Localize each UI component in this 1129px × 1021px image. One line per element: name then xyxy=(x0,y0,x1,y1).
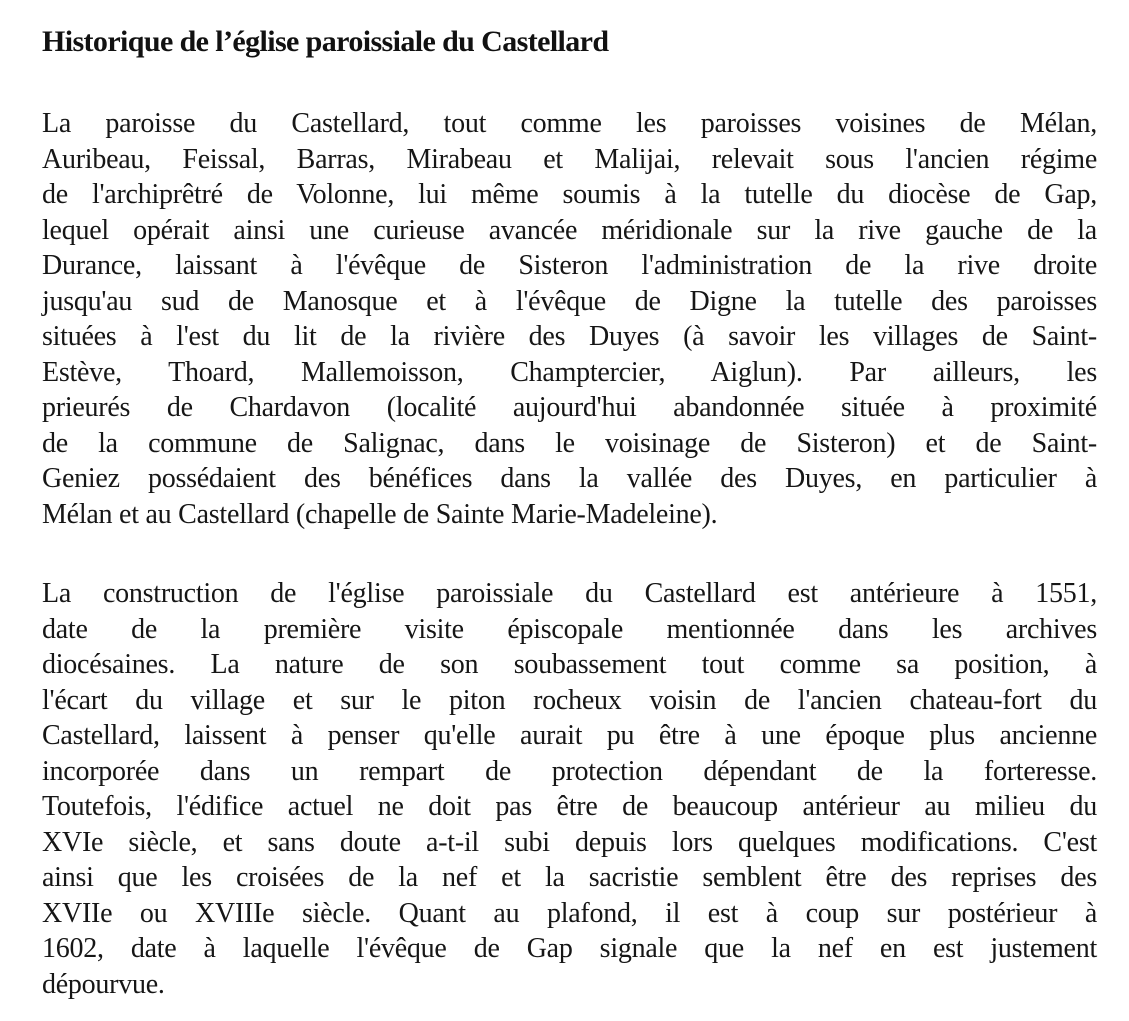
paragraph-line: prieurés de Chardavon (localité aujourd'hui abandonnée située à proximité xyxy=(42,392,1097,423)
paragraph-line: diocésaines. La nature de son soubassement tout comme sa position, à xyxy=(42,649,1097,680)
paragraph-line: Geniez possédaient des bénéfices dans la vallée des Duyes, en particulier à xyxy=(42,463,1097,494)
paragraph-line: Durance, laissant à l'évêque de Sisteron l'administration de la rive droite xyxy=(42,250,1097,281)
paragraph-2 xyxy=(42,576,1097,1002)
paragraph-line: 1602, date à laquelle l'évêque de Gap signale que la nef en est justement xyxy=(42,933,1097,964)
paragraph-line: XVIe siècle, et sans doute a-t-il subi depuis lors quelques modifications. C'est xyxy=(42,826,1097,858)
paragraph-line: Auribeau, Feissal, Barras, Mirabeau et Malijai, relevait sous l'ancien régime xyxy=(42,143,1097,175)
paragraph-line: de la commune de Salignac, dans le voisinage de Sisteron) et de Saint- xyxy=(42,427,1097,459)
paragraph-line: La construction de l'église paroissiale du Castellard est antérieure à 1551, xyxy=(42,578,1097,609)
paragraph-line: dépourvue. xyxy=(42,968,165,1000)
paragraph-line: lequel opérait ainsi une curieuse avancée méridionale sur la rive gauche de la xyxy=(42,214,1097,246)
paragraph-line: de l'archiprêtré de Volonne, lui même soumis à la tutelle du diocèse de Gap, xyxy=(42,179,1097,210)
paragraph-line: situées à l'est du lit de la rivière des Duyes (à savoir les villages de Saint- xyxy=(42,321,1097,352)
paragraph-line: Castellard, laissent à penser qu'elle aurait pu être à une époque plus ancienne xyxy=(42,720,1097,751)
paragraph-1 xyxy=(42,106,1097,532)
paragraph-line: La paroisse du Castellard, tout comme les paroisses voisines de Mélan, xyxy=(42,108,1097,139)
paragraph-line: jusqu'au sud de Manosque et à l'évêque de Digne la tutelle des paroisses xyxy=(42,285,1097,317)
document-title: Historique de l’église paroissiale du Castellard xyxy=(42,25,609,58)
paragraph-line: date de la première visite épiscopale mentionnée dans les archives xyxy=(42,613,1097,645)
document-page xyxy=(42,22,1097,1002)
paragraph-line: incorporée dans un rempart de protection dépendant de la forteresse. xyxy=(42,755,1097,787)
paragraph-line: XVIIe ou XVIIIe siècle. Quant au plafond, il est à coup sur postérieur à xyxy=(42,897,1097,929)
paragraph-line: Toutefois, l'édifice actuel ne doit pas être de beaucoup antérieur au milieu du xyxy=(42,791,1097,822)
paragraph-line: l'écart du village et sur le piton rocheux voisin de l'ancien chateau-fort du xyxy=(42,684,1097,716)
paragraph-line: Mélan et au Castellard (chapelle de Sainte Marie-Madeleine). xyxy=(42,498,718,530)
paragraph-line: Estève, Thoard, Mallemoisson, Champtercier, Aiglun). Par ailleurs, les xyxy=(42,356,1097,388)
paragraph-line: ainsi que les croisées de la nef et la sacristie semblent être des reprises des xyxy=(42,862,1097,893)
